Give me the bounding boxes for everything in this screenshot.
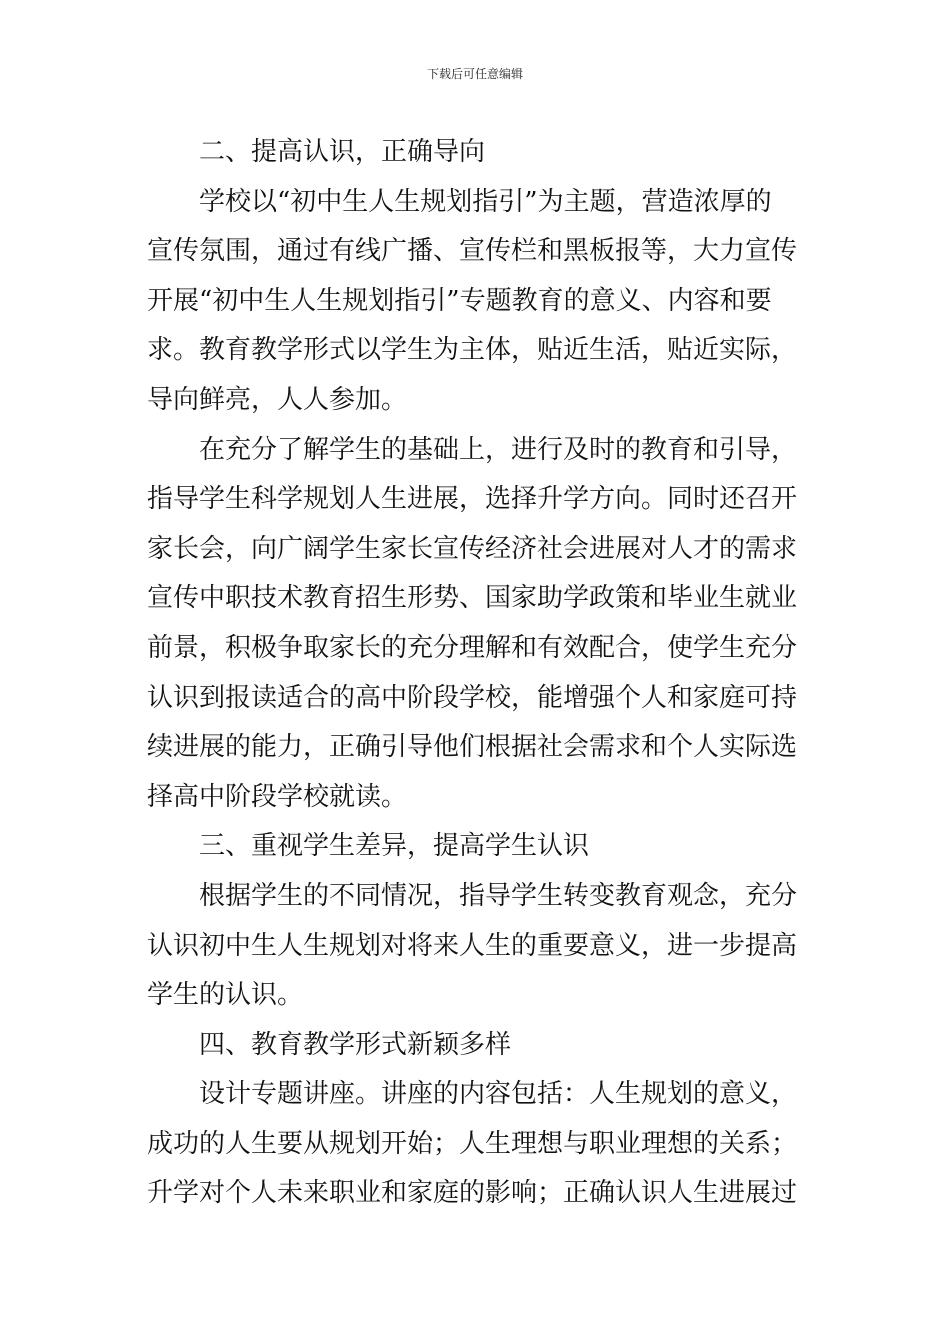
text-line: 成功的人生要从规划开始；人生理想与职业理想的关系； bbox=[147, 1128, 798, 1159]
text-line: 开展“初中生人生规划指引”专题教育的意义、内容和要 bbox=[147, 285, 772, 316]
page-header: 下载后可任意编辑 bbox=[426, 67, 523, 81]
text-line: 三、重视学生差异，提高学生认识 bbox=[199, 831, 590, 862]
text-line: 宣传氛围，通过有线广播、宣传栏和黑板报等，大力宣传 bbox=[147, 236, 798, 267]
text-line: 升学对个人未来职业和家庭的影响；正确认识人生进展过 bbox=[147, 1178, 798, 1209]
section-heading bbox=[147, 822, 807, 872]
text-line: 在充分了解学生的基础上，进行及时的教育和引导， bbox=[199, 434, 798, 465]
text-line: 四、教育教学形式新颖多样 bbox=[199, 1029, 512, 1060]
text-line: 认识初中生人生规划对将来人生的重要意义，进一步提高 bbox=[147, 930, 798, 961]
text-line: 宣传中职技术教育招生形势、国家助学政策和毕业生就业 bbox=[147, 583, 798, 614]
text-line: 学校以“初中生人生规划指引”为主题，营造浓厚的 bbox=[199, 186, 772, 217]
section-heading bbox=[147, 128, 807, 178]
text-line: 学生的认识。 bbox=[147, 980, 304, 1011]
text-line: 择高中阶段学校就读。 bbox=[147, 781, 408, 812]
paragraph bbox=[147, 1070, 807, 1219]
paragraph bbox=[147, 872, 807, 1021]
paragraph bbox=[147, 426, 807, 823]
paragraph bbox=[147, 178, 807, 426]
text-line: 前景，积极争取家长的充分理解和有效配合，使学生充分 bbox=[147, 632, 798, 663]
text-line: 续进展的能力，正确引导他们根据社会需求和个人实际选 bbox=[147, 732, 798, 763]
text-line: 求。教育教学形式以学生为主体，贴近生活，贴近实际， bbox=[147, 335, 798, 366]
text-line: 认识到报读适合的高中阶段学校，能增强个人和家庭可持 bbox=[147, 682, 798, 713]
text-line: 家长会，向广阔学生家长宣传经济社会进展对人才的需求 bbox=[147, 533, 798, 564]
section-heading bbox=[147, 1021, 807, 1071]
text-line: 指导学生科学规划人生进展，选择升学方向。同时还召开 bbox=[147, 484, 798, 515]
document-body bbox=[147, 128, 807, 1219]
text-line: 根据学生的不同情况，指导学生转变教育观念，充分 bbox=[199, 880, 798, 911]
text-line: 设计专题讲座。讲座的内容包括：人生规划的意义， bbox=[199, 1079, 798, 1110]
text-line: 二、提高认识，正确导向 bbox=[199, 137, 486, 167]
text-line: 导向鲜亮，人人参加。 bbox=[147, 384, 408, 415]
